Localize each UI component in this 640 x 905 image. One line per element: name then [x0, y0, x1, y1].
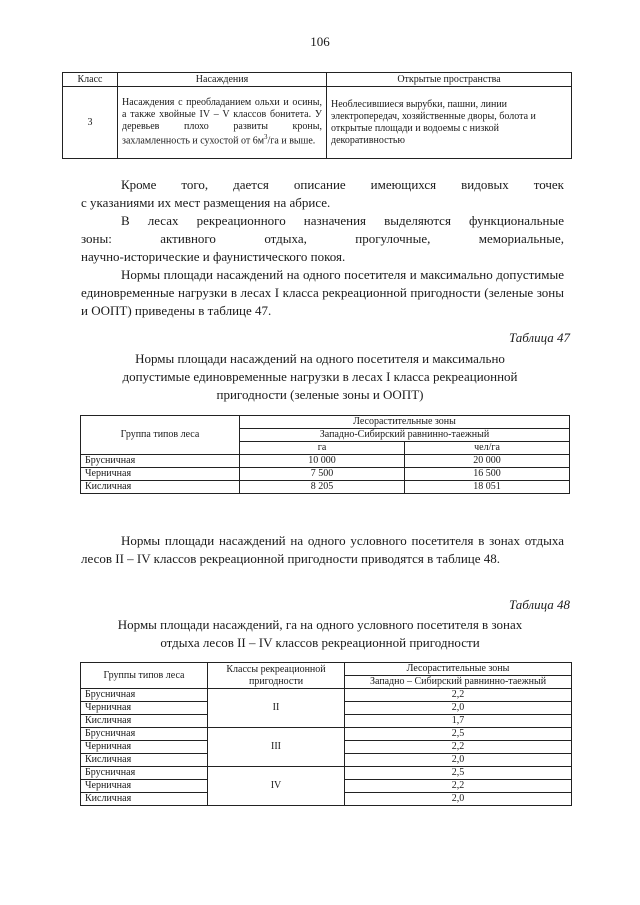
table-row	[63, 87, 572, 159]
table-row	[81, 481, 570, 494]
table48-caption: Таблица 48	[508, 597, 570, 612]
cell-value: 2,0	[345, 793, 572, 806]
table-row	[81, 468, 570, 481]
cell-type: Черничная	[81, 780, 208, 793]
cell-type: Черничная	[81, 468, 240, 481]
table48-title: Нормы площади насаждений, га на одного условного посетителя в зонах отдыха лесов II – IV классов рекреационной пригодности	[117, 617, 523, 650]
header-unit-ha: га	[240, 442, 405, 455]
cell-value: 20 000	[405, 455, 570, 468]
cell-type: Кисличная	[81, 715, 208, 728]
table48	[80, 662, 572, 806]
classification-table	[62, 72, 572, 159]
header-zones: Лесорастительные зоны	[240, 416, 570, 429]
table47-caption: Таблица 47	[508, 330, 570, 345]
cell-value: 2,0	[345, 754, 572, 767]
header-unit-per-ha: чел/га	[405, 442, 570, 455]
table-row	[81, 728, 572, 741]
header-region: Западно – Сибирский равнинно-таежный	[345, 676, 572, 689]
cell-type: Кисличная	[81, 793, 208, 806]
cell-class: III	[208, 728, 345, 767]
cell-plantings: Насаждения с преобладанием ольхи и осины, а также хвойные IV – V классов бонитета. У деревьев плохо развиты кроны, захламленность и сухостой от $6м^3/га$ и выше.	[118, 87, 327, 159]
paragraph-viewpoints: Кроме того, дается описание имеющихся видовых точек с указаниями их мест размещения на абрисе.	[81, 177, 564, 210]
cell-value: 2,2	[345, 741, 572, 754]
page-number: 106	[310, 34, 330, 49]
table47-title: Нормы площади насаждений на одного посетителя и максимально допустимые единовременные нагрузки в лесах I класса рекреационной пригодности (зеленые зоны и ООПТ)	[122, 351, 518, 402]
cell-class: II	[208, 689, 345, 728]
cell-value: 2,5	[345, 767, 572, 780]
header-group: Группы типов леса	[81, 663, 208, 689]
cell-open-spaces: Необлесившиеся вырубки, пашни, линии электропередач, хозяйственные дворы, болота и открытые площади и водоемы с низкой декоративностью	[327, 87, 572, 159]
paragraph-norms-t48: Нормы площади насаждений на одного условного посетителя в зонах отдыха лесов II – IV классов рекреационной пригодности приводятся в таблице 48.	[81, 533, 564, 566]
cell-type: Черничная	[81, 702, 208, 715]
cell-value: 10 000	[240, 455, 405, 468]
paragraph-functional-zones: В лесах рекреационного назначения выделяются функциональные зоны: активного отдыха, прогулочные, мемориальные, научно-исторические и фаунистического покоя.	[81, 213, 564, 264]
cell-value: 7 500	[240, 468, 405, 481]
table-row	[81, 767, 572, 780]
cell-value: 2,5	[345, 728, 572, 741]
cell-type: Брусничная	[81, 689, 208, 702]
header-class: Классы рекреационной пригодности	[208, 663, 345, 689]
cell-value: 16 500	[405, 468, 570, 481]
table-row	[81, 689, 572, 702]
cell-value: 1,7	[345, 715, 572, 728]
table47	[80, 415, 570, 494]
cell-class: IV	[208, 767, 345, 806]
header-open-spaces: Открытые пространства	[327, 73, 572, 87]
header-region: Западно-Сибирский равнинно-таежный	[240, 429, 570, 442]
header-plantings: Насаждения	[118, 73, 327, 87]
cell-value: 2,2	[345, 780, 572, 793]
cell-value: 2,0	[345, 702, 572, 715]
cell-type: Кисличная	[81, 754, 208, 767]
cell-type: Брусничная	[81, 767, 208, 780]
table-row	[81, 455, 570, 468]
table-header-row	[63, 73, 572, 87]
cell-type: Брусничная	[81, 455, 240, 468]
header-zones: Лесорастительные зоны	[345, 663, 572, 676]
table-header-row	[81, 663, 572, 676]
header-group: Группа типов леса	[81, 416, 240, 455]
header-class: Класс	[63, 73, 118, 87]
paragraph-norms-t47: Нормы площади насаждений на одного посетителя и максимально допустимые единовременные нагрузки в лесах I класса рекреационной пригодности (зеленые зоны и ООПТ) приведены в таблице 47.	[81, 267, 564, 318]
cell-value: 18 051	[405, 481, 570, 494]
cell-type: Кисличная	[81, 481, 240, 494]
cell-type: Черничная	[81, 741, 208, 754]
table-header-row	[81, 416, 570, 429]
cell-value: 2,2	[345, 689, 572, 702]
cell-type: Брусничная	[81, 728, 208, 741]
cell-value: 8 205	[240, 481, 405, 494]
cell-class: 3	[63, 87, 118, 159]
